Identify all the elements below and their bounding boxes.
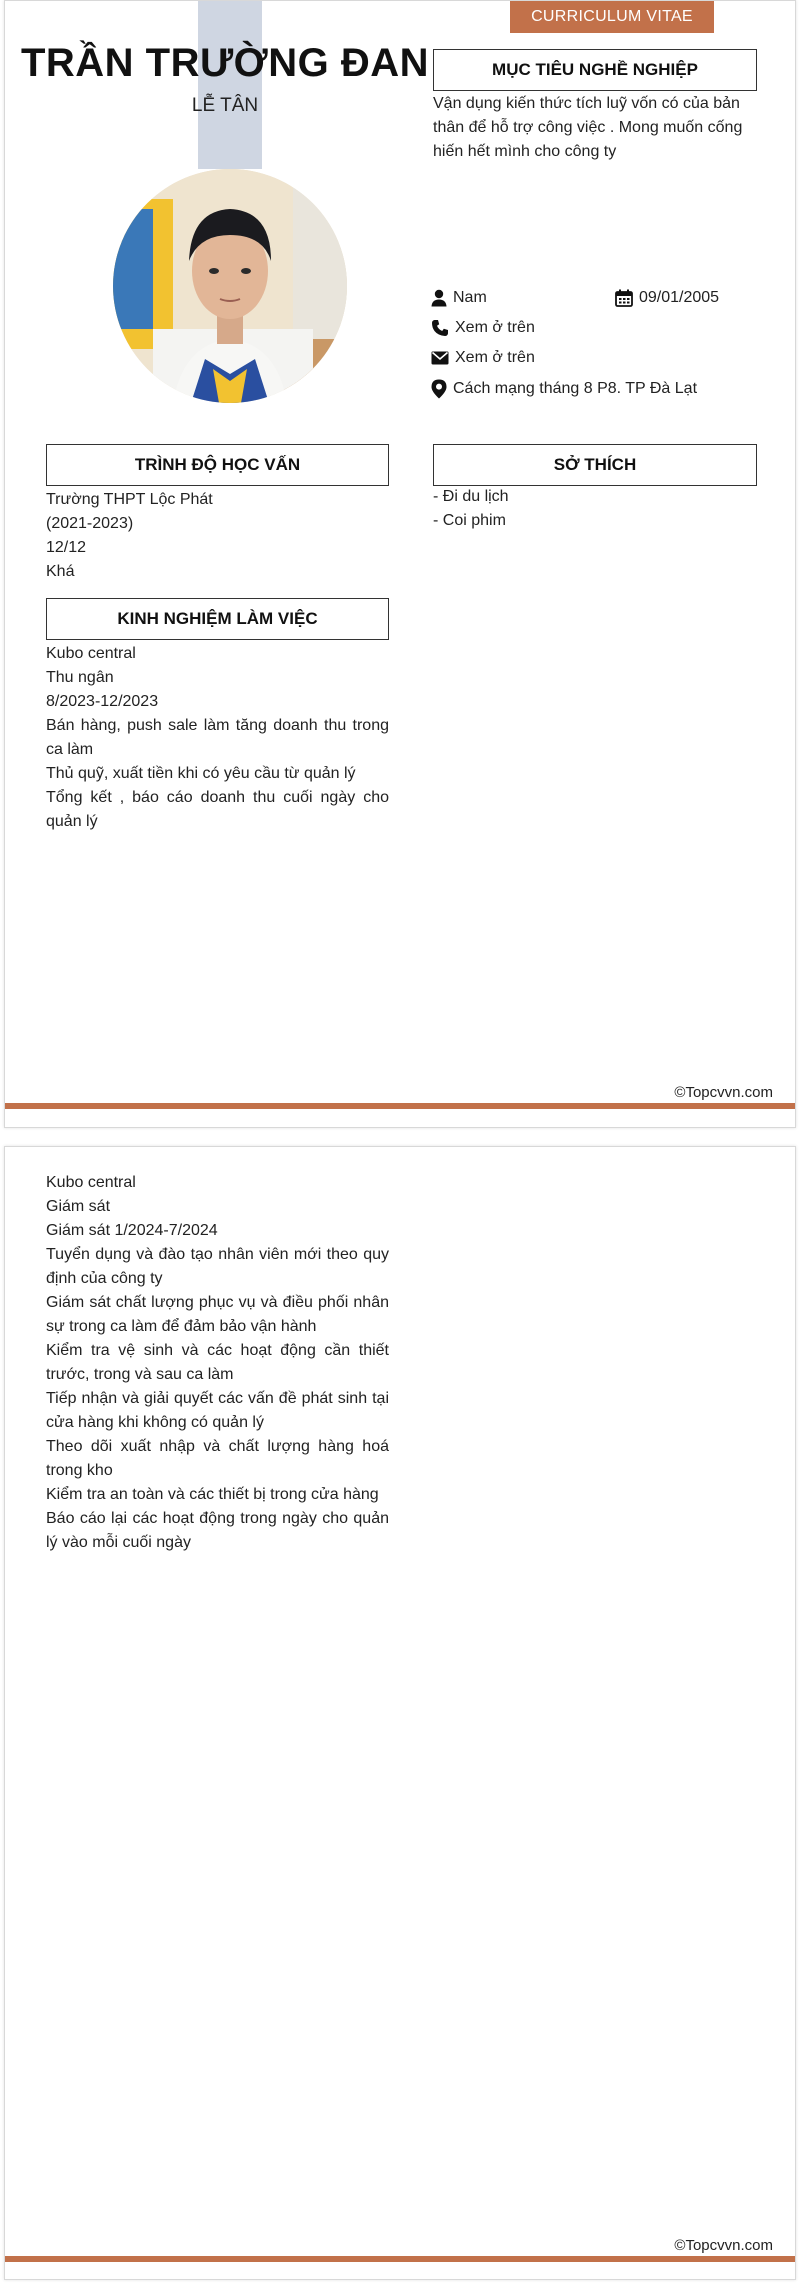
candidate-position: LỄ TÂN bbox=[191, 95, 259, 116]
email-row bbox=[431, 349, 535, 367]
address-value: Cách mạng tháng 8 P8. TP Đà Lạt bbox=[453, 380, 698, 397]
phone-value: Xem ở trên bbox=[455, 319, 535, 336]
experience-job-1 bbox=[46, 642, 389, 834]
cv-badge: CURRICULUM VITAE bbox=[510, 1, 714, 33]
hobby-item: - Coi phim bbox=[433, 512, 506, 529]
job-duty: Kiểm tra an toàn và các thiết bị trong cửa hàng bbox=[46, 1486, 379, 1503]
dob-row bbox=[615, 289, 719, 307]
job-period: 8/2023-12/2023 bbox=[46, 693, 159, 710]
address-row bbox=[431, 379, 697, 399]
education-heading: TRÌNH ĐỘ HỌC VẤN bbox=[46, 444, 389, 486]
job-company: Kubo central bbox=[46, 645, 136, 662]
job-duty: Tổng kết , báo cáo doanh thu cuối ngày cho quản lý bbox=[46, 789, 389, 830]
hobbies-list bbox=[433, 485, 757, 533]
job-duty: Báo cáo lại các hoạt động trong ngày cho quản lý vào mỗi cuối ngày bbox=[46, 1510, 389, 1551]
objective-heading: MỤC TIÊU NGHỀ NGHIỆP bbox=[433, 49, 757, 91]
job-duty: Theo dõi xuất nhập và chất lượng hàng hoá trong kho bbox=[46, 1438, 389, 1479]
map-pin-icon bbox=[431, 379, 447, 399]
job-duty: Giám sát chất lượng phục vụ và điều phối nhân sự trong ca làm để đảm bảo vận hành bbox=[46, 1294, 389, 1335]
footer-bar bbox=[5, 2256, 796, 2262]
education-school: Trường THPT Lộc Phát bbox=[46, 491, 213, 508]
job-duty: Bán hàng, push sale làm tăng doanh thu trong ca làm bbox=[46, 717, 389, 758]
candidate-name: TRẦN TRƯỜNG ĐAN bbox=[20, 41, 430, 85]
education-details bbox=[46, 488, 389, 584]
experience-heading: KINH NGHIỆM LÀM VIỆC bbox=[46, 598, 389, 640]
cv-page-1 bbox=[4, 0, 796, 1128]
phone-row bbox=[431, 319, 535, 337]
gender-value: Nam bbox=[453, 289, 487, 306]
objective-text: Vận dụng kiến thức tích luỹ vốn có của bản thân để hỗ trợ công việc . Mong muốn cống hiến hết mình cho công ty bbox=[433, 95, 743, 160]
job-period: Giám sát 1/2024-7/2024 bbox=[46, 1222, 218, 1239]
experience-job-2 bbox=[46, 1171, 389, 1555]
envelope-icon bbox=[431, 351, 449, 365]
job-duty: Tiếp nhận và giải quyết các vấn đề phát sinh tại cửa hàng khi không có quản lý bbox=[46, 1390, 389, 1431]
hobby-item: - Đi du lịch bbox=[433, 488, 509, 505]
dob-value: 09/01/2005 bbox=[639, 289, 720, 306]
email-value: Xem ở trên bbox=[455, 349, 535, 366]
job-company: Kubo central bbox=[46, 1174, 136, 1191]
job-duty: Kiểm tra vệ sinh và các hoạt động cần thiết trước, trong và sau ca làm bbox=[46, 1342, 389, 1383]
footer-credit: ©Topcvvn.com bbox=[674, 2237, 773, 2254]
footer-bar bbox=[5, 1103, 796, 1109]
profile-photo-illustration bbox=[113, 169, 347, 403]
job-role: Giám sát bbox=[46, 1198, 111, 1215]
person-icon bbox=[431, 289, 447, 307]
footer-credit: ©Topcvvn.com bbox=[674, 1084, 773, 1101]
job-duty: Thủ quỹ, xuất tiền khi có yêu cầu từ quản lý bbox=[46, 765, 356, 782]
education-rating: Khá bbox=[46, 563, 75, 580]
cv-page-2 bbox=[4, 1146, 796, 2280]
phone-icon bbox=[431, 319, 449, 337]
job-role: Thu ngân bbox=[46, 669, 114, 686]
gender-row bbox=[431, 289, 487, 307]
hobbies-heading: SỞ THÍCH bbox=[433, 444, 757, 486]
education-years: (2021-2023) bbox=[46, 515, 134, 532]
calendar-icon bbox=[615, 289, 633, 307]
job-duty: Tuyển dụng và đào tạo nhân viên mới theo quy định của công ty bbox=[46, 1246, 389, 1287]
education-grade: 12/12 bbox=[46, 539, 87, 556]
profile-photo bbox=[113, 169, 347, 403]
